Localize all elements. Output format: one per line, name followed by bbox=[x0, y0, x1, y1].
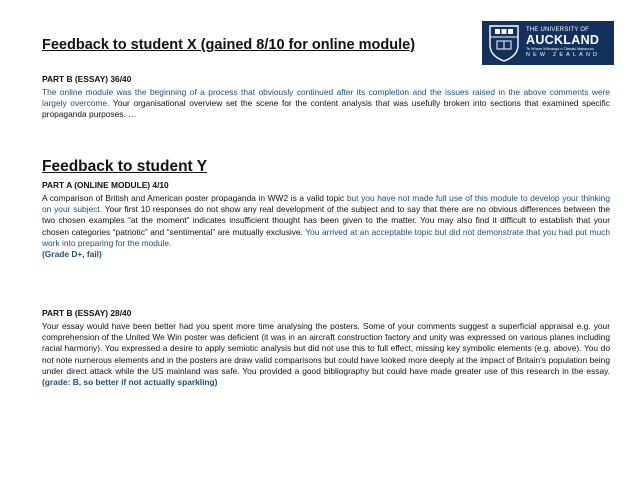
section1-body-text: Your organisational overview set the scene for the content analysis that was usefully broken into sections that examined specific propaganda purposes. … bbox=[42, 98, 610, 120]
part-a-paragraph bbox=[42, 193, 610, 260]
part-b-grade: (grade: B, so better if not actually sparkling) bbox=[42, 377, 218, 388]
section2-heading: Feedback to student Y bbox=[42, 158, 208, 175]
section1-part-b-label: PART B (ESSAY) 36/40 bbox=[42, 74, 132, 84]
logo-line-2: AUCKLAND bbox=[526, 33, 600, 48]
part-a-text-2: Your first 10 responses do not show any real development of the subject and to say that there are no obvious differences between the two chosen examples “at the moment” indicates insufficient thought has been given to the matter. You may also find it difficult to establish that your chosen categories “patriotic” and “sentimental” are mutually exclusive. bbox=[42, 204, 610, 237]
section1-heading: Feedback to student X (gained 8/10 for online module) bbox=[42, 37, 416, 53]
university-crest-icon bbox=[486, 23, 522, 63]
logo-line-4: NEW ZEALAND bbox=[526, 52, 601, 59]
part-a-text-1: A comparison of British and American poster propaganda in WW2 is a valid topic bbox=[42, 193, 347, 203]
university-logo bbox=[482, 21, 614, 65]
logo-text bbox=[526, 27, 600, 59]
part-a-grade: (Grade D+, fail) bbox=[42, 249, 102, 260]
part-b-text: Your essay would have been better had you spent more time analysing the posters. Some of your comments suggest a superficial appraisal e.g. your comprehension of the United We Win poster was deficient (it was in an aircraft construction factory and unity was expressed on various planes including racial harmony). You expressed a desire to apply semiotic analysis but did not use this to full effect, missing key symbolic elements (e.g. above). You do not note numerous elements and in the posters are draw valid comparisons but could have looked more deeply at the impact of Britain’s population being under direct attack while the US mainland was safe. You provided a good bibliography but could have made greater use of this research in the essay. bbox=[42, 321, 610, 376]
part-a-highlight-2: You arrived at an acceptable topic but did not demonstrate that you had put much work into preparing for the module. bbox=[42, 226, 610, 248]
section2-part-a-label: PART A (ONLINE MODULE) 4/10 bbox=[42, 180, 169, 190]
section1-paragraph bbox=[42, 87, 610, 121]
section1-highlight-text: The online module was the beginning of a process that obviously continued after its completion and the issues raised in the above comments were largely overcome. bbox=[42, 87, 610, 109]
part-a-highlight-1: but you have not made full use of this module to develop your thinking on your subject. bbox=[42, 193, 610, 215]
logo-line-1: THE UNIVERSITY OF bbox=[526, 27, 589, 34]
section2-part-b-label: PART B (ESSAY) 28/40 bbox=[42, 308, 132, 318]
part-b-paragraph bbox=[42, 321, 610, 388]
logo-line-3: Te Whare Wānanga o Tāmaki Makaurau bbox=[526, 46, 594, 51]
